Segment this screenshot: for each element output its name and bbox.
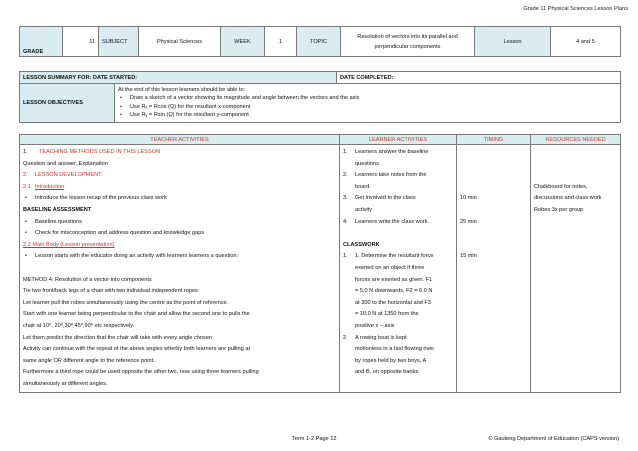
topic-value — [341, 27, 475, 57]
teacher-activities-header: TEACHER ACTIVITIES — [20, 135, 340, 145]
activities-table — [19, 134, 621, 393]
learner-line: 4. Learners write the class work. — [343, 218, 429, 225]
learner-line: activity — [355, 206, 373, 213]
topic-label: TOPIC — [297, 27, 341, 57]
learner-line — [343, 228, 453, 240]
teacher-line: BASELINE ASSESSMENT — [23, 206, 92, 213]
learner-line: at 300 to the horizontal and F3 — [355, 299, 431, 306]
lesson-info-table — [19, 26, 621, 57]
learner-line: 1. 1. Determine the resultant force — [343, 253, 434, 260]
teacher-line: • Check for misconception and address question and knowledge gaps — [23, 228, 336, 240]
learner-line: 3. Get involved in the class — [343, 195, 416, 202]
teacher-line: Furthermore a third rope could be used opposite the other two, now using three learners pulling — [23, 369, 259, 376]
teacher-line: • Introduce the lesson recap of the previous class work — [23, 193, 336, 205]
learner-line: exerted on an object if three — [355, 264, 425, 271]
teacher-line: 1. TEACHING METHODS USED IN THIS LESSON — [23, 149, 161, 155]
teacher-line: Let them predict the direction that the chair will take with every angle chosen — [23, 334, 213, 341]
subject-value: Physical Sciences — [139, 27, 221, 57]
objective-item: • Use Rᵧ = Rsin (Q) for the resultant y-component — [118, 111, 617, 119]
teacher-line: Let learner pull the robes simultaneously using the centre as the point of reference. — [23, 299, 229, 306]
learner-line: forces are exerted as given. F1 — [355, 276, 433, 283]
resource-line: Robes 3x per group — [534, 206, 584, 213]
learner-line: 1. Learners answer the baseline — [343, 149, 429, 155]
timing-value: 15 min — [460, 253, 477, 260]
teacher-line: • Lesson starts with the educator doing an activity with learners learners a question: — [23, 251, 336, 263]
teacher-line: chair at 10⁰, 20⁰,30⁰,45⁰,90⁰ etc respectively. — [23, 322, 135, 329]
timing-header: TIMING — [457, 135, 531, 145]
teacher-line: simultaneously at different angles. — [23, 380, 108, 387]
teacher-line: Activity can continue with the repeat of the above angles wherby both learners are pulling at — [23, 346, 250, 353]
resource-line: discussions and class work — [534, 195, 602, 202]
learner-line: by ropes held by two boys, A — [355, 357, 427, 364]
teacher-line: 2. LESSON DEVELOPMENT: — [23, 172, 103, 179]
week-value: 1 — [265, 27, 297, 57]
teacher-line: same angle OR different angle to the reference point. — [23, 357, 155, 364]
teacher-line: • Baseline questions — [23, 217, 336, 229]
learner-line: motionless in a fast flowing river — [355, 346, 435, 353]
learner-line: positive x – axis — [355, 322, 395, 329]
subject-label: SUBJECT — [99, 27, 139, 57]
teacher-line: Start with one learner being perpendicular to the chair and allow the second one to pulls the — [23, 311, 250, 318]
objective-item: • Use Rₓ = Rcos (Q) for the resultant x-component — [118, 103, 617, 111]
summary-date-started-label: LESSON SUMMARY FOR: DATE STARTED: — [20, 72, 337, 84]
learner-line: 2. Learners take notes from the — [343, 172, 427, 179]
resources-header: RESOURCES NEEDED — [531, 135, 621, 145]
objectives-intro: At the end of this lesson learners should be able to: — [118, 87, 246, 93]
classwork-heading: CLASSWORK — [343, 241, 380, 248]
teacher-line: METHOD 4: Resolution of a vector into components — [23, 276, 152, 283]
header-note: Grade 11 Physical Sciences Lesson Plans — [523, 6, 628, 12]
objectives-cell — [115, 84, 621, 123]
grade-label: GRADE — [20, 27, 63, 57]
teacher-line: 2.2 Main Body (Lesson presentation) — [23, 241, 115, 248]
lesson-value: 4 and 5 — [551, 27, 621, 57]
date-completed-label: DATE COMPLETED: — [337, 72, 621, 84]
grade-value: 11 — [63, 27, 99, 57]
learner-line: questions. — [355, 160, 381, 167]
week-label: WEEK — [221, 27, 265, 57]
learner-line: board. — [355, 183, 371, 190]
lesson-summary-table — [19, 71, 621, 123]
topic-line-1: Resolution of vectors into its parallel and — [357, 33, 458, 40]
teacher-line: Tie two front/back legs of a chair with two individual independent ropes — [23, 288, 198, 295]
teacher-line — [23, 263, 336, 275]
timing-cell — [457, 145, 531, 393]
learner-line: and B, on opposite banks. — [355, 369, 420, 376]
learner-line: = 5,0 N downwards, F2 = 6,0 N — [355, 288, 433, 295]
topic-line-2: perpendicular components — [374, 43, 441, 50]
objectives-list — [118, 94, 617, 119]
teacher-line: 2.1 Introduction — [23, 183, 65, 190]
copyright-notice: © Gauteng Department of Education (CAPS version) — [488, 436, 619, 442]
objectives-label: LESSON OBJECTIVES — [20, 84, 115, 123]
lesson-label: Lesson — [475, 27, 551, 57]
objective-item: • Draw a sketch of a vector showing its magnitude and angle between the vectors and the axis — [118, 94, 617, 102]
page-number: Term 1-2 Page 12 — [292, 436, 337, 442]
teacher-line: Question and answer, Explanation — [23, 160, 108, 167]
timing-value: 10 min — [460, 195, 477, 202]
learner-line: = 10,0 N at 1350 from the — [355, 311, 419, 318]
teacher-activities-cell — [20, 145, 340, 393]
timing-value: 25 min — [460, 218, 477, 225]
learner-line: 2. A rowing boat is kept — [343, 334, 407, 341]
learner-activities-header: LEARNER ACTIVITIES — [340, 135, 457, 145]
resources-cell — [531, 145, 621, 393]
learner-activities-cell — [340, 145, 457, 393]
resource-line: Chalkboard for notes, — [534, 183, 588, 190]
